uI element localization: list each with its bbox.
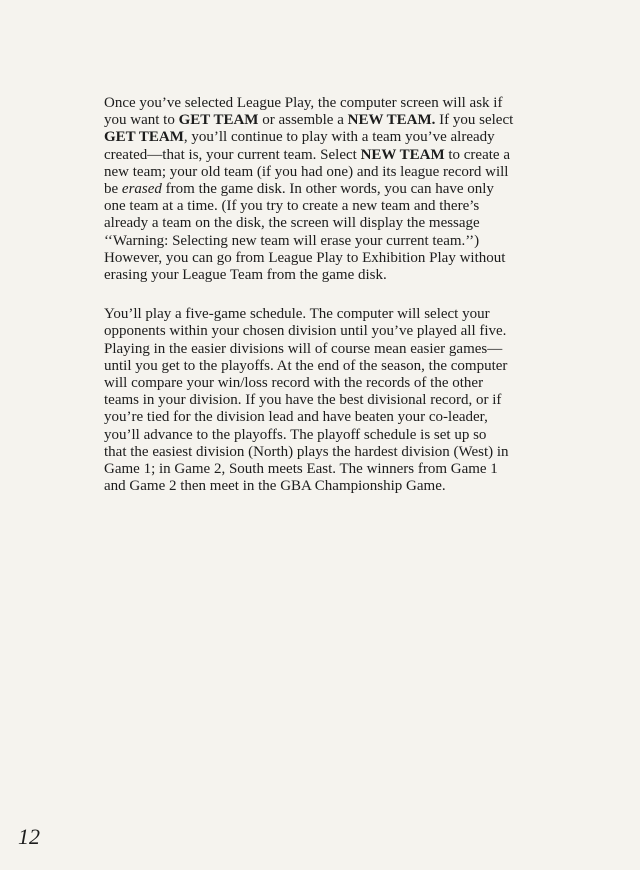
text-run: to create a (444, 146, 510, 163)
bold-text: GET TEAM (178, 112, 259, 129)
text-line (104, 250, 542, 267)
text-run: created—that is, your current team. Select (104, 146, 361, 163)
italic-text: erased (121, 181, 162, 198)
text-run: You’ll play a five-game schedule. The computer will select your (104, 306, 490, 323)
text-line (104, 129, 542, 146)
text-run: ‘‘Warning: Selecting new team will erase your current team.’’) (104, 232, 480, 249)
text-line (104, 181, 542, 198)
text-run: and Game 2 then meet in the GBA Championship Game. (104, 478, 446, 495)
page-number: 12 (18, 824, 40, 849)
text-run: However, you can go from League Play to Exhibition Play without (104, 249, 506, 266)
text-line (104, 198, 542, 215)
paragraph-league-play (104, 95, 542, 284)
text-line (104, 409, 542, 426)
text-run: from the game disk. In other words, you can have only (161, 181, 494, 198)
text-line (104, 478, 542, 495)
text-run: opponents within your chosen division until you’ve played all five. (104, 323, 507, 340)
text-line (104, 215, 542, 232)
text-line (104, 147, 542, 164)
text-line (104, 358, 542, 375)
text-run: , you’ll continue to play with a team you’ve already (183, 129, 495, 146)
text-line (104, 323, 542, 340)
text-run: Playing in the easier divisions will of course mean easier games— (104, 340, 503, 357)
bold-text: GET TEAM (104, 129, 184, 146)
text-line (104, 427, 542, 444)
text-run: you want to (104, 112, 179, 129)
text-line (104, 375, 542, 392)
text-run: Once you’ve selected League Play, the computer screen will ask if (104, 95, 503, 111)
text-line (104, 444, 542, 461)
page-body (104, 95, 542, 517)
text-line (104, 112, 542, 129)
text-run: until you get to the playoffs. At the end of the season, the computer (104, 357, 508, 374)
text-line (104, 95, 542, 112)
text-line (104, 267, 542, 284)
text-run: you’ll advance to the playoffs. The playoff schedule is set up so (104, 426, 487, 443)
text-line (104, 164, 542, 181)
text-run: will compare your win/loss record with the records of the other (104, 375, 484, 392)
text-run: Game 1; in Game 2, South meets East. The winners from Game 1 (104, 461, 498, 478)
text-line (104, 392, 542, 409)
text-run: you’re tied for the division lead and have beaten your co-leader, (104, 409, 488, 426)
text-run: teams in your division. If you have the best divisional record, or if (104, 392, 502, 409)
text-run: already a team on the disk, the screen will display the message (104, 215, 480, 232)
text-run: erasing your League Team from the game disk. (104, 267, 387, 284)
text-line (104, 306, 542, 323)
text-run: one team at a time. (If you try to create a new team and there’s (104, 198, 480, 215)
text-run: be (104, 181, 122, 198)
bold-text: NEW TEAM. (347, 112, 436, 129)
text-line (104, 461, 542, 478)
text-line (104, 341, 542, 358)
text-run: or assemble a (258, 112, 348, 129)
text-run: If you select (435, 112, 514, 129)
text-line (104, 233, 542, 250)
text-run: new team; your old team (if you had one) and its league record will (104, 163, 509, 180)
paragraph-schedule (104, 306, 542, 495)
text-run: that the easiest division (North) plays the hardest division (West) in (104, 443, 509, 460)
bold-text: NEW TEAM (360, 146, 445, 163)
